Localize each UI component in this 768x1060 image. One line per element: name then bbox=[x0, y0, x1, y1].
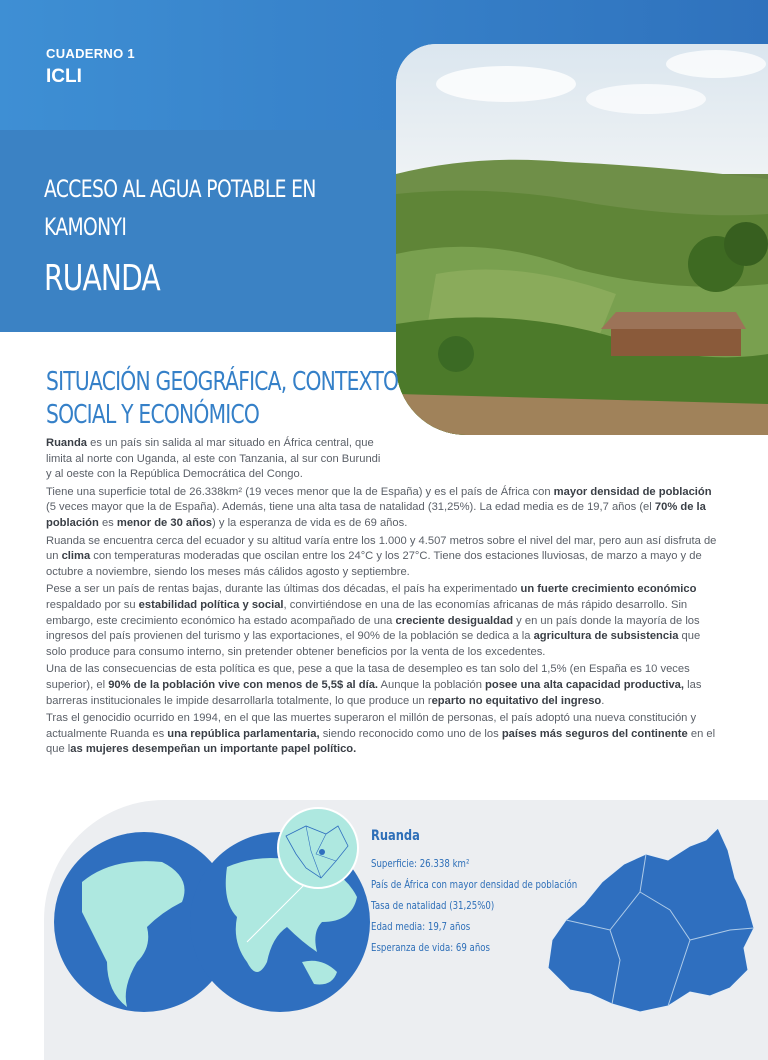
body-text bbox=[46, 436, 722, 760]
body-paragraph bbox=[46, 485, 722, 532]
text-run: siendo reconocido como uno de los bbox=[319, 727, 502, 740]
landscape-photo bbox=[396, 44, 768, 435]
fact-item: Tasa de natalidad (31,25%0) bbox=[371, 900, 495, 912]
fact-item: Esperanza de vida: 69 años bbox=[371, 942, 491, 954]
text-run: Ruanda se encuentra cerca del ecuador y su altitud varía entre los 1.000 y 4.507 metros sobre el nivel del mar, pero aun así disfruta de un bbox=[46, 534, 717, 563]
bold-text: mayor densidad de población bbox=[553, 485, 712, 498]
text-run: las barreras institucionales le impide desarrollarla totalmente, lo que produce un r bbox=[46, 678, 702, 707]
text-run: es bbox=[98, 516, 117, 529]
bold-text: 90% de la población vive con menos de 5,5$ al día. bbox=[108, 678, 379, 691]
text-run: Una de las consecuencias de esta política es que, pese a que la tasa de desempleo es tan solo del 1,5% (en España es 10 veces superior), el bbox=[46, 663, 690, 691]
text-run: Pese a ser un país de rentas bajas, durante las últimas dos décadas, el país ha experimentado bbox=[46, 583, 521, 596]
body-paragraph bbox=[46, 534, 722, 581]
page-title: ACCESO AL AGUA POTABLE EN KAMONYI bbox=[44, 175, 316, 241]
africa-zoom-circle bbox=[276, 806, 360, 890]
bold-text: estabilidad política y social bbox=[138, 598, 284, 611]
text-run: Aunque la población bbox=[378, 678, 486, 691]
facts-heading: Ruanda bbox=[371, 828, 420, 844]
bold-text: un fuerte crecimiento económico bbox=[520, 583, 697, 596]
body-paragraph bbox=[46, 711, 722, 758]
fact-item: Edad media: 19,7 años bbox=[371, 921, 471, 933]
bold-text: agricultura de subsistencia bbox=[533, 630, 679, 643]
text-run: ) y la esperanza de vida es de 69 años. bbox=[212, 516, 408, 529]
text-run: (5 veces mayor que la de España). Además, tiene una alta tasa de natalidad (31,25%). La edad media es de 19,7 años (el bbox=[46, 501, 655, 514]
bold-text: clima bbox=[61, 550, 91, 563]
bold-text: as mujeres desempeñan un importante papel político. bbox=[70, 743, 357, 756]
body-paragraph bbox=[46, 582, 722, 660]
bold-text: 70% de la población bbox=[46, 501, 706, 529]
rwanda-map bbox=[540, 820, 760, 1020]
text-run: con temperaturas moderadas que oscilan entre los 24°C y los 27°C. Tiene dos estaciones lluviosas, de marzo a mayo y de octubre a noviembre, siendo los meses más cálidos agosto y septiembre. bbox=[46, 550, 702, 578]
text-run: , convirtiéndose en una de las economías africanas de más rápido desarrollo. Sin embargo, este crecimiento económico ha estado acompañado de una bbox=[46, 598, 688, 627]
bold-text: posee una alta capacidad productiva, bbox=[485, 678, 684, 691]
fact-item: País de África con mayor densidad de población bbox=[371, 879, 578, 891]
bold-text: una república parlamentaria, bbox=[167, 727, 320, 740]
text-run: respaldado por su bbox=[46, 598, 139, 611]
body-paragraph bbox=[46, 662, 722, 709]
body-paragraph bbox=[46, 436, 382, 483]
text-run: . bbox=[601, 694, 605, 707]
fact-item: Superficie: 26.338 km² bbox=[371, 858, 470, 870]
bold-text: menor de 30 años bbox=[116, 516, 213, 529]
series-label: CUADERNO 1 bbox=[46, 46, 135, 61]
country-title: RUANDA bbox=[44, 258, 160, 299]
text-run: Tras el genocidio ocurrido en 1994, en el que las muertes superaron el millón de personas, el país adoptó una nueva constitución y actualmente Ruanda es bbox=[46, 712, 697, 740]
text-run: es un país sin salida al mar situado en África central, que limita al norte con Uganda, al este con Tanzania, al sur con Burundi y al oeste con la República Democrática del Congo. bbox=[46, 437, 381, 481]
org-label: ICLI bbox=[46, 66, 82, 87]
text-run: en el que l bbox=[46, 727, 716, 756]
section-title: SITUACIÓN GEOGRÁFICA, CONTEXTO SOCIAL Y ECONÓMICO bbox=[46, 367, 399, 430]
bold-text: Ruanda bbox=[46, 437, 88, 449]
text-run: que solo produce para consumo interno, sin pretender obtener beneficios por la venta de los excedentes. bbox=[46, 630, 701, 658]
bold-text: creciente desigualdad bbox=[395, 614, 514, 627]
text-run: Tiene una superficie total de 26.338km² (19 veces menor que la de España) y es el país de África con bbox=[46, 485, 554, 498]
bold-text: eparto no equitativo del ingreso bbox=[431, 694, 602, 707]
text-run: y en un país donde la mayoría de los ingresos del país provienen del turismo y las exportaciones, el 90% de la población se dedica a la bbox=[46, 614, 700, 643]
bold-text: países más seguros del continente bbox=[501, 727, 688, 740]
